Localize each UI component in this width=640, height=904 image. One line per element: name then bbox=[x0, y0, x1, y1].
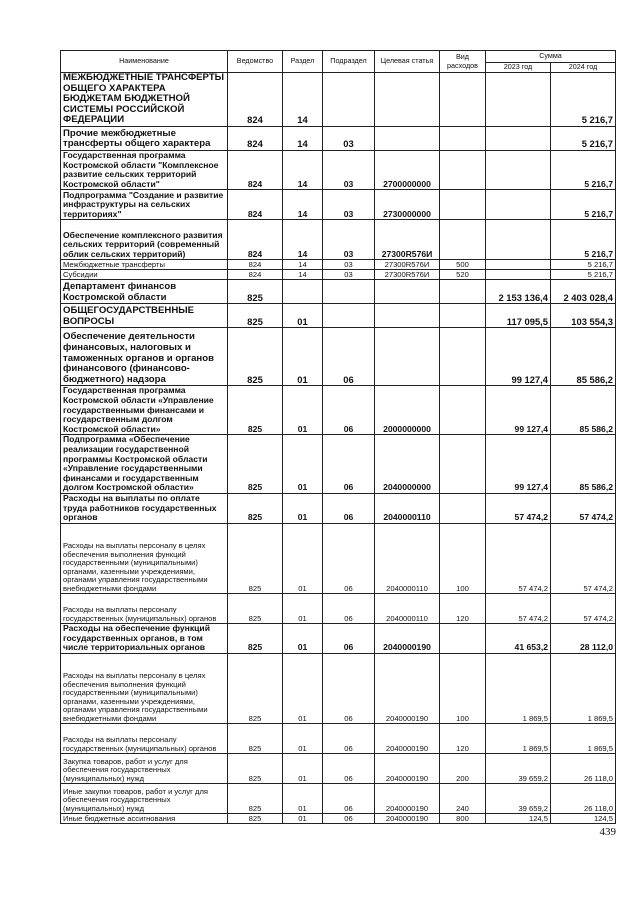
cell-podrazdel: 06 bbox=[323, 813, 375, 823]
cell-sum-2023: 57 474,2 bbox=[486, 523, 551, 593]
table-row bbox=[61, 127, 616, 151]
cell-name: Государственная программа Костромской области «Управление государственными финансами и государственным долгом Костромской области» bbox=[61, 386, 228, 435]
cell-vid-raskhodov: 500 bbox=[440, 260, 486, 270]
cell-celevaya-statya: 2730000000 bbox=[375, 190, 440, 220]
cell-sum-2024: 5 216,7 bbox=[551, 260, 616, 270]
cell-vid-raskhodov bbox=[440, 280, 486, 304]
table-row bbox=[61, 151, 616, 190]
cell-vid-raskhodov bbox=[440, 220, 486, 260]
cell-vid-raskhodov bbox=[440, 328, 486, 386]
cell-vid-raskhodov bbox=[440, 304, 486, 328]
cell-sum-2023 bbox=[486, 190, 551, 220]
cell-name: Иные закупки товаров, работ и услуг для обеспечения государственных (муниципальных) нужд bbox=[61, 783, 228, 813]
cell-sum-2023: 41 653,2 bbox=[486, 623, 551, 653]
table-row bbox=[61, 328, 616, 386]
cell-razdel: 01 bbox=[283, 653, 323, 723]
cell-podrazdel bbox=[323, 304, 375, 328]
cell-vid-raskhodov: 200 bbox=[440, 753, 486, 783]
cell-sum-2024: 57 474,2 bbox=[551, 493, 616, 523]
cell-razdel: 14 bbox=[283, 190, 323, 220]
cell-podrazdel: 06 bbox=[323, 435, 375, 494]
cell-razdel: 01 bbox=[283, 723, 323, 753]
table-row bbox=[61, 280, 616, 304]
cell-razdel: 14 bbox=[283, 260, 323, 270]
cell-vid-raskhodov bbox=[440, 435, 486, 494]
cell-razdel: 01 bbox=[283, 623, 323, 653]
cell-name: Субсидии bbox=[61, 270, 228, 280]
cell-vedomstvo: 825 bbox=[228, 328, 283, 386]
cell-podrazdel: 06 bbox=[323, 523, 375, 593]
cell-vid-raskhodov: 120 bbox=[440, 723, 486, 753]
cell-sum-2024: 1 869,5 bbox=[551, 723, 616, 753]
cell-celevaya-statya: 2040000000 bbox=[375, 435, 440, 494]
cell-razdel: 01 bbox=[283, 328, 323, 386]
cell-celevaya-statya: 2040000190 bbox=[375, 813, 440, 823]
cell-sum-2023: 1 869,5 bbox=[486, 723, 551, 753]
cell-vid-raskhodov: 100 bbox=[440, 523, 486, 593]
cell-vedomstvo: 825 bbox=[228, 593, 283, 623]
cell-vedomstvo: 824 bbox=[228, 190, 283, 220]
cell-podrazdel: 06 bbox=[323, 493, 375, 523]
cell-sum-2023 bbox=[486, 127, 551, 151]
cell-celevaya-statya: 2040000190 bbox=[375, 723, 440, 753]
table-row bbox=[61, 653, 616, 723]
cell-celevaya-statya: 27300R576И bbox=[375, 260, 440, 270]
cell-vedomstvo: 825 bbox=[228, 280, 283, 304]
cell-vedomstvo: 824 bbox=[228, 270, 283, 280]
cell-razdel: 01 bbox=[283, 304, 323, 328]
cell-name: Расходы на выплаты персоналу в целях обеспечения выполнения функций государственными (муниципальными) органами, казенными учреждениями, органами управления государственными внебюджетными фондами bbox=[61, 523, 228, 593]
cell-sum-2024: 26 118,0 bbox=[551, 753, 616, 783]
table-row bbox=[61, 593, 616, 623]
cell-podrazdel bbox=[323, 73, 375, 127]
cell-razdel: 14 bbox=[283, 270, 323, 280]
cell-vid-raskhodov bbox=[440, 623, 486, 653]
cell-celevaya-statya: 2040000190 bbox=[375, 623, 440, 653]
header-year-2023: 2023 год bbox=[486, 63, 551, 73]
table-row bbox=[61, 753, 616, 783]
cell-name: Межбюджетные трансферты bbox=[61, 260, 228, 270]
cell-sum-2024: 85 586,2 bbox=[551, 386, 616, 435]
cell-razdel: 14 bbox=[283, 127, 323, 151]
cell-celevaya-statya: 2040000190 bbox=[375, 783, 440, 813]
cell-vid-raskhodov bbox=[440, 151, 486, 190]
cell-celevaya-statya bbox=[375, 73, 440, 127]
cell-vedomstvo: 824 bbox=[228, 260, 283, 270]
cell-podrazdel: 03 bbox=[323, 127, 375, 151]
cell-vedomstvo: 825 bbox=[228, 723, 283, 753]
cell-vedomstvo: 825 bbox=[228, 813, 283, 823]
cell-vid-raskhodov: 800 bbox=[440, 813, 486, 823]
cell-celevaya-statya: 2040000110 bbox=[375, 523, 440, 593]
cell-vedomstvo: 824 bbox=[228, 220, 283, 260]
cell-vedomstvo: 825 bbox=[228, 304, 283, 328]
table-row bbox=[61, 435, 616, 494]
cell-name: Закупка товаров, работ и услуг для обеспечения государственных (муниципальных) нужд bbox=[61, 753, 228, 783]
table-row bbox=[61, 260, 616, 270]
cell-sum-2023: 39 659,2 bbox=[486, 783, 551, 813]
cell-podrazdel: 06 bbox=[323, 653, 375, 723]
header-vedomstvo: Ведомство bbox=[228, 51, 283, 73]
cell-vedomstvo: 824 bbox=[228, 73, 283, 127]
cell-vedomstvo: 824 bbox=[228, 151, 283, 190]
table-row bbox=[61, 73, 616, 127]
cell-sum-2024: 26 118,0 bbox=[551, 783, 616, 813]
budget-table-sheet bbox=[60, 50, 615, 824]
cell-sum-2024: 57 474,2 bbox=[551, 523, 616, 593]
cell-celevaya-statya bbox=[375, 127, 440, 151]
cell-razdel: 01 bbox=[283, 435, 323, 494]
table-row bbox=[61, 783, 616, 813]
cell-celevaya-statya: 2700000000 bbox=[375, 151, 440, 190]
table-row bbox=[61, 270, 616, 280]
cell-celevaya-statya: 2040000190 bbox=[375, 653, 440, 723]
cell-name: Государственная программа Костромской области "Комплексное развитие сельских территорий Костромской области" bbox=[61, 151, 228, 190]
cell-podrazdel: 06 bbox=[323, 783, 375, 813]
cell-razdel: 01 bbox=[283, 813, 323, 823]
cell-name: Расходы на выплаты по оплате труда работников государственных органов bbox=[61, 493, 228, 523]
cell-name: Подпрограмма "Создание и развитие инфраструктуры на сельских территориях" bbox=[61, 190, 228, 220]
cell-sum-2023: 1 869,5 bbox=[486, 653, 551, 723]
cell-vedomstvo: 825 bbox=[228, 753, 283, 783]
cell-podrazdel: 06 bbox=[323, 593, 375, 623]
cell-sum-2024: 5 216,7 bbox=[551, 220, 616, 260]
cell-podrazdel: 06 bbox=[323, 623, 375, 653]
cell-celevaya-statya bbox=[375, 280, 440, 304]
cell-razdel: 14 bbox=[283, 220, 323, 260]
table-row bbox=[61, 386, 616, 435]
cell-vid-raskhodov: 240 bbox=[440, 783, 486, 813]
cell-sum-2023: 57 474,2 bbox=[486, 593, 551, 623]
cell-vid-raskhodov bbox=[440, 190, 486, 220]
cell-name: Расходы на выплаты персоналу государственных (муниципальных) органов bbox=[61, 723, 228, 753]
cell-razdel: 01 bbox=[283, 493, 323, 523]
cell-podrazdel: 03 bbox=[323, 220, 375, 260]
cell-podrazdel: 06 bbox=[323, 723, 375, 753]
cell-celevaya-statya: 2040000190 bbox=[375, 753, 440, 783]
cell-sum-2024: 124,5 bbox=[551, 813, 616, 823]
cell-vedomstvo: 825 bbox=[228, 783, 283, 813]
cell-podrazdel: 03 bbox=[323, 270, 375, 280]
cell-podrazdel: 06 bbox=[323, 753, 375, 783]
cell-podrazdel: 03 bbox=[323, 190, 375, 220]
cell-sum-2024: 5 216,7 bbox=[551, 127, 616, 151]
cell-sum-2024: 103 554,3 bbox=[551, 304, 616, 328]
cell-vid-raskhodov bbox=[440, 127, 486, 151]
cell-name: Подпрограмма «Обеспечение реализации государственной программы Костромской области «Управление государственными финансами и государственным долгом Костромской области» bbox=[61, 435, 228, 494]
header-summa: Сумма bbox=[486, 51, 616, 63]
cell-celevaya-statya bbox=[375, 304, 440, 328]
cell-sum-2023: 117 095,5 bbox=[486, 304, 551, 328]
cell-name: МЕЖБЮДЖЕТНЫЕ ТРАНСФЕРТЫ ОБЩЕГО ХАРАКТЕРА БЮДЖЕТАМ БЮДЖЕТНОЙ СИСТЕМЫ РОССИЙСКОЙ ФЕДЕРАЦИИ bbox=[61, 73, 228, 127]
cell-sum-2023 bbox=[486, 73, 551, 127]
header-vid-raskhodov: Вид расходов bbox=[440, 51, 486, 73]
cell-vedomstvo: 824 bbox=[228, 127, 283, 151]
cell-razdel: 14 bbox=[283, 73, 323, 127]
cell-podrazdel bbox=[323, 280, 375, 304]
cell-sum-2023 bbox=[486, 270, 551, 280]
cell-name: ОБЩЕГОСУДАРСТВЕННЫЕ ВОПРОСЫ bbox=[61, 304, 228, 328]
cell-vid-raskhodov: 120 bbox=[440, 593, 486, 623]
cell-name: Расходы на обеспечение функций государственных органов, в том числе территориальных органов bbox=[61, 623, 228, 653]
cell-vid-raskhodov: 100 bbox=[440, 653, 486, 723]
cell-vedomstvo: 825 bbox=[228, 386, 283, 435]
cell-sum-2023: 2 153 136,4 bbox=[486, 280, 551, 304]
cell-sum-2024: 5 216,7 bbox=[551, 190, 616, 220]
cell-sum-2023: 99 127,4 bbox=[486, 386, 551, 435]
cell-name: Обеспечение комплексного развития сельских территорий (современный облик сельских территорий) bbox=[61, 220, 228, 260]
table-row bbox=[61, 493, 616, 523]
cell-sum-2024: 5 216,7 bbox=[551, 151, 616, 190]
header-razdel: Раздел bbox=[283, 51, 323, 73]
cell-sum-2023 bbox=[486, 220, 551, 260]
table-row bbox=[61, 623, 616, 653]
cell-sum-2024: 1 869,5 bbox=[551, 653, 616, 723]
cell-razdel: 01 bbox=[283, 753, 323, 783]
table-row bbox=[61, 190, 616, 220]
cell-podrazdel: 03 bbox=[323, 151, 375, 190]
cell-razdel: 01 bbox=[283, 523, 323, 593]
cell-name: Расходы на выплаты персоналу в целях обеспечения выполнения функций государственными (муниципальными) органами, казенными учреждениями, органами управления государственными внебюджетными фондами bbox=[61, 653, 228, 723]
header-celevaya-statya: Целевая статья bbox=[375, 51, 440, 73]
table-row bbox=[61, 304, 616, 328]
cell-razdel: 14 bbox=[283, 151, 323, 190]
cell-sum-2024: 85 586,2 bbox=[551, 435, 616, 494]
cell-vid-raskhodov bbox=[440, 73, 486, 127]
cell-sum-2023: 39 659,2 bbox=[486, 753, 551, 783]
cell-celevaya-statya bbox=[375, 328, 440, 386]
cell-sum-2024: 85 586,2 bbox=[551, 328, 616, 386]
cell-podrazdel: 03 bbox=[323, 260, 375, 270]
cell-vedomstvo: 825 bbox=[228, 435, 283, 494]
cell-vid-raskhodov bbox=[440, 493, 486, 523]
cell-celevaya-statya: 27300R576И bbox=[375, 270, 440, 280]
cell-name: Департамент финансов Костромской области bbox=[61, 280, 228, 304]
header-name: Наименование bbox=[61, 51, 228, 73]
cell-vid-raskhodov: 520 bbox=[440, 270, 486, 280]
cell-sum-2024: 5 216,7 bbox=[551, 270, 616, 280]
cell-razdel: 01 bbox=[283, 783, 323, 813]
cell-celevaya-statya: 2040000110 bbox=[375, 593, 440, 623]
cell-vedomstvo: 825 bbox=[228, 523, 283, 593]
cell-sum-2024: 28 112,0 bbox=[551, 623, 616, 653]
cell-podrazdel: 06 bbox=[323, 386, 375, 435]
cell-celevaya-statya: 2000000000 bbox=[375, 386, 440, 435]
cell-sum-2023: 57 474,2 bbox=[486, 493, 551, 523]
cell-sum-2023: 99 127,4 bbox=[486, 328, 551, 386]
cell-sum-2023: 99 127,4 bbox=[486, 435, 551, 494]
cell-celevaya-statya: 27300R576И bbox=[375, 220, 440, 260]
cell-razdel: 01 bbox=[283, 593, 323, 623]
cell-sum-2023: 124,5 bbox=[486, 813, 551, 823]
cell-name: Прочие межбюджетные трансферты общего характера bbox=[61, 127, 228, 151]
cell-celevaya-statya: 2040000110 bbox=[375, 493, 440, 523]
cell-podrazdel: 06 bbox=[323, 328, 375, 386]
cell-razdel bbox=[283, 280, 323, 304]
cell-sum-2024: 5 216,7 bbox=[551, 73, 616, 127]
table-row bbox=[61, 723, 616, 753]
table-body bbox=[61, 73, 616, 824]
header-year-2024: 2024 год bbox=[551, 63, 616, 73]
cell-razdel: 01 bbox=[283, 386, 323, 435]
budget-table bbox=[60, 50, 616, 824]
cell-vedomstvo: 825 bbox=[228, 493, 283, 523]
cell-name: Иные бюджетные ассигнования bbox=[61, 813, 228, 823]
cell-vedomstvo: 825 bbox=[228, 653, 283, 723]
page-number: 439 bbox=[599, 826, 616, 838]
cell-sum-2024: 2 403 028,4 bbox=[551, 280, 616, 304]
cell-sum-2023 bbox=[486, 260, 551, 270]
table-row bbox=[61, 220, 616, 260]
cell-sum-2024: 57 474,2 bbox=[551, 593, 616, 623]
cell-name: Обеспечение деятельности финансовых, налоговых и таможенных органов и органов финансового (финансово-бюджетного) надзора bbox=[61, 328, 228, 386]
table-row bbox=[61, 523, 616, 593]
cell-vedomstvo: 825 bbox=[228, 623, 283, 653]
cell-name: Расходы на выплаты персоналу государственных (муниципальных) органов bbox=[61, 593, 228, 623]
cell-vid-raskhodov bbox=[440, 386, 486, 435]
header-podrazdel: Подраздел bbox=[323, 51, 375, 73]
table-row bbox=[61, 813, 616, 823]
cell-sum-2023 bbox=[486, 151, 551, 190]
